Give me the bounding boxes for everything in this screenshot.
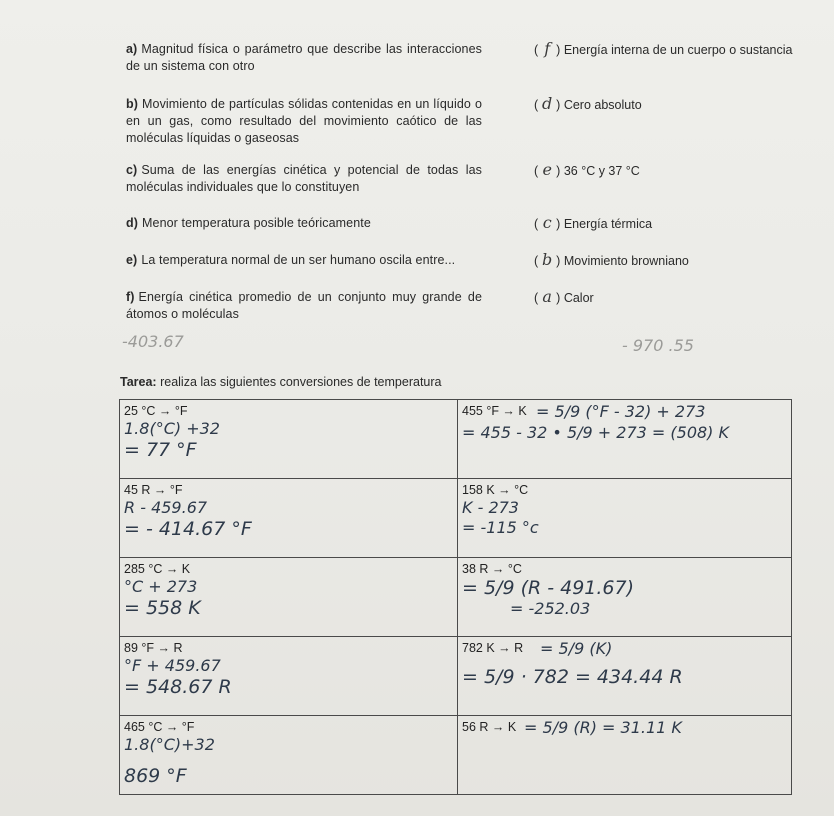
- answer-2: ( d ) Cero absoluto: [534, 94, 642, 113]
- table-row: [120, 716, 792, 795]
- answer-4: ( c ) Energía térmica: [534, 213, 653, 232]
- question-text: Suma de las energías cinética y potencial de todas las moléculas individuales que lo constituyen: [126, 163, 482, 194]
- handwritten-result: 869 °F: [124, 765, 187, 787]
- answer-text: Energía térmica: [563, 217, 653, 231]
- task-text: realiza las siguientes conversiones de temperatura: [160, 375, 442, 389]
- conversion-cell: [120, 558, 458, 637]
- conversion-title: 465 °C → °F: [124, 720, 195, 734]
- answer-text: Energía interna de un cuerpo o sustancia: [563, 43, 793, 57]
- handwritten-result: = -252.03: [510, 599, 591, 618]
- handwritten-step: R - 459.67: [124, 498, 208, 517]
- conversion-title: 285 °C → K: [124, 562, 191, 576]
- answer-text: Calor: [563, 291, 594, 305]
- question-letter: a): [126, 42, 138, 56]
- question-text: Movimiento de partículas sólidas contenidas en un líquido o en un gas, como resultado del movimiento caótico de las moléculas líquidas o gaseosas: [126, 97, 482, 145]
- answer-mark: e: [542, 160, 552, 179]
- answer-mark: c: [542, 213, 552, 232]
- answer-5: ( b ) Movimiento browniano: [534, 250, 689, 269]
- conversion-cell: [458, 716, 792, 795]
- conversion-table: [119, 399, 792, 795]
- margin-note-right: - 970 .55: [622, 336, 694, 355]
- conversion-title: 455 °F → K: [462, 404, 527, 418]
- conversion-cell: [120, 479, 458, 558]
- handwritten-step: °C + 273: [124, 577, 198, 596]
- answer-mark: d: [542, 94, 553, 113]
- question-text: Energía cinética promedio de un conjunto muy grande de átomos o moléculas: [126, 290, 482, 321]
- handwritten-step: = 5/9 (°F - 32) + 273: [536, 402, 706, 421]
- question-f: [126, 289, 482, 323]
- question-c: [126, 162, 482, 196]
- handwritten-result: = -115 °c: [462, 518, 539, 537]
- conversion-cell: [120, 716, 458, 795]
- handwritten-result: = 558 K: [124, 597, 201, 619]
- conversion-cell: [120, 637, 458, 716]
- question-text: Magnitud física o parámetro que describe las interacciones de un sistema con otro: [126, 42, 482, 73]
- answer-mark: b: [542, 250, 553, 269]
- conversion-title: 158 K → °C: [462, 483, 529, 497]
- question-letter: f): [126, 290, 135, 304]
- handwritten-step: 1.8(°C)+32: [124, 735, 215, 754]
- handwritten-step: = 5/9 (R - 491.67): [462, 577, 635, 599]
- conversion-title: 38 R → °C: [462, 562, 522, 576]
- conversion-cell: [458, 479, 792, 558]
- conversion-cell: [458, 400, 792, 479]
- table-row: [120, 479, 792, 558]
- conversion-title: 25 °C → °F: [124, 404, 188, 418]
- handwritten-result: = 548.67 R: [124, 676, 232, 698]
- answer-text: 36 °C y 37 °C: [563, 164, 640, 178]
- answer-text: Cero absoluto: [563, 98, 642, 112]
- conversion-cell: [458, 637, 792, 716]
- conversion-title: 45 R → °F: [124, 483, 183, 497]
- handwritten-step: = 5/9 (R) = 31.11 K: [524, 718, 682, 737]
- conversion-title: 89 °F → R: [124, 641, 183, 655]
- handwritten-result: = 455 - 32 • 5/9 + 273 = (508) K: [462, 423, 729, 442]
- handwritten-result: = 5/9 · 782 = 434.44 R: [462, 666, 683, 688]
- answer-3: ( e ) 36 °C y 37 °C: [534, 160, 640, 179]
- question-letter: e): [126, 253, 138, 267]
- question-letter: c): [126, 163, 138, 177]
- answer-text: Movimiento browniano: [563, 254, 689, 268]
- table-row: [120, 637, 792, 716]
- answer-1: ( f ) Energía interna de un cuerpo o sustancia: [534, 39, 793, 58]
- table-row: [120, 558, 792, 637]
- margin-note-left: -403.67: [122, 332, 184, 351]
- answer-mark: f: [544, 39, 551, 58]
- answer-mark: a: [542, 287, 552, 306]
- handwritten-step: = 5/9 (K): [540, 639, 613, 658]
- handwritten-step: °F + 459.67: [124, 656, 221, 675]
- question-e: [126, 252, 482, 269]
- handwritten-step: 1.8(°C) +32: [124, 419, 220, 438]
- conversion-cell: [458, 558, 792, 637]
- handwritten-result: = - 414.67 °F: [124, 518, 252, 540]
- question-text: Menor temperatura posible teóricamente: [142, 216, 371, 230]
- question-text: La temperatura normal de un ser humano oscila entre...: [141, 253, 456, 267]
- handwritten-step: K - 273: [462, 498, 519, 517]
- answer-6: ( a ) Calor: [534, 287, 594, 306]
- conversion-title: 782 K → R: [462, 641, 524, 655]
- question-b: [126, 96, 482, 147]
- question-letter: d): [126, 216, 138, 230]
- question-d: [126, 215, 482, 232]
- task-heading: [120, 375, 441, 389]
- question-a: [126, 41, 482, 75]
- table-row: [120, 400, 792, 479]
- conversion-title: 56 R → K: [462, 720, 517, 734]
- task-label: Tarea:: [120, 375, 157, 389]
- conversion-cell: [120, 400, 458, 479]
- handwritten-result: = 77 °F: [124, 439, 197, 461]
- question-letter: b): [126, 97, 138, 111]
